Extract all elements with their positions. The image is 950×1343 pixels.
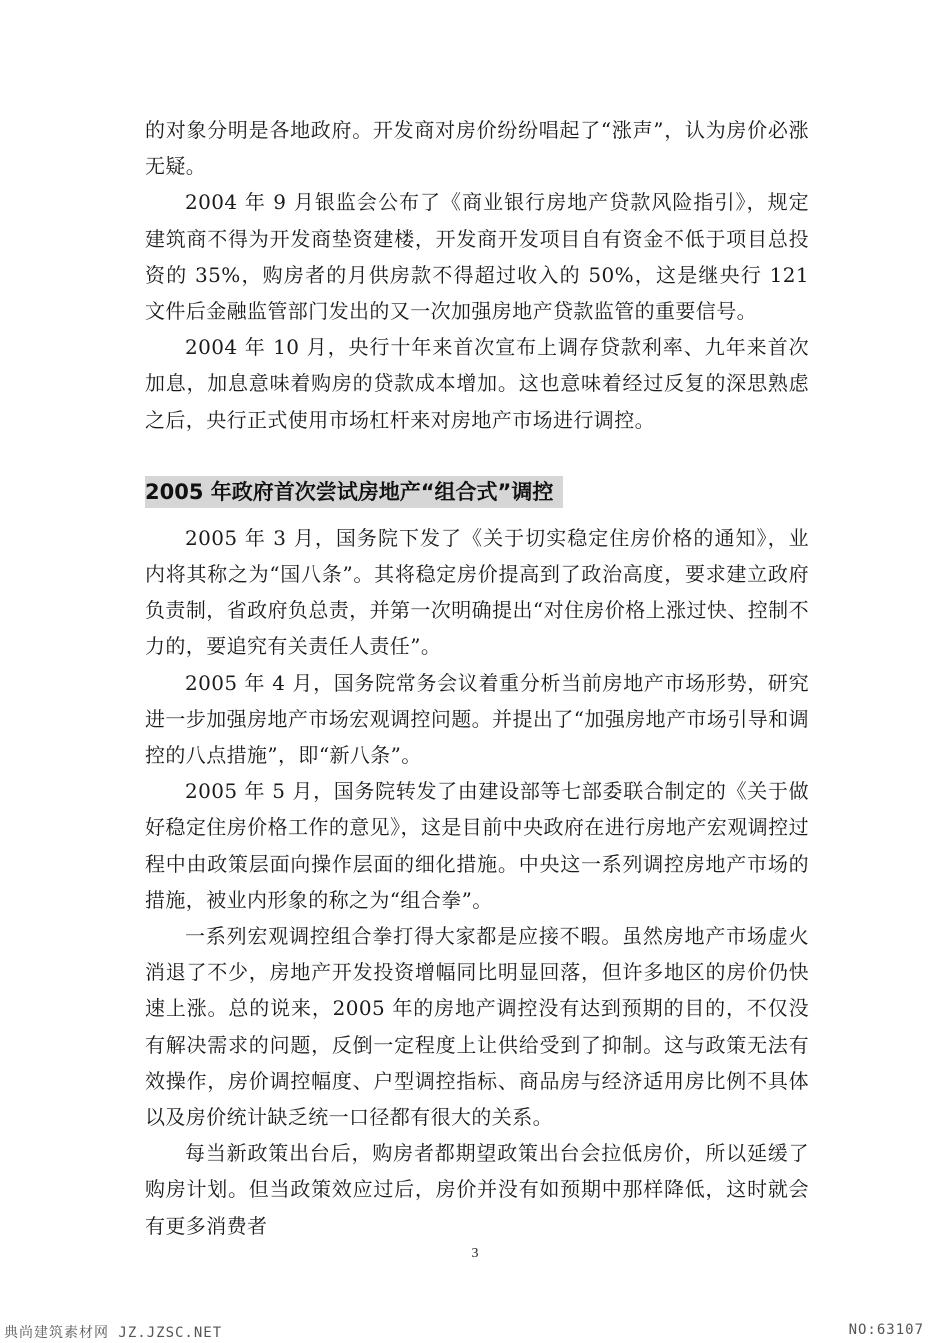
paragraph: 2005 年 3 月，国务院下发了《关于切实稳定住房价格的通知》，业内将其称之为“国八条”。其将稳定房价提高到了政治高度，要求建立政府负责制，省政府负总责，并第一次明确提出“对住房价格上涨过快、控制不力的，要追究有关责任人责任”。 <box>145 525 809 659</box>
paragraph: 2005 年 5 月，国务院转发了由建设部等七部委联合制定的《关于做好稳定住房价格工作的意见》，这是目前中央政府在进行房地产宏观调控过程中由政策层面向操作层面的细化措施。中央这一系列调控房地产市场的措施，被业内形象的称之为“组合拳”。 <box>145 779 809 912</box>
paragraph: 2004 年 9 月银监会公布了《商业银行房地产贷款风险指引》，规定建筑商不得为开发商垫资建楼，开发商开发项目自有资金不低于项目总投资的 35%，购房者的月供房款不得超过收入的 50%，这是继央行 121 文件后金融监管部门发出的又一次加强房地产贷款监管的重要信号。 <box>145 190 809 324</box>
paragraph: 2005 年 4 月，国务院常务会议着重分析当前房地产市场形势，研究进一步加强房地产市场宏观调控问题。并提出了“加强房地产市场引导和调控的八点措施”，即“新八条”。 <box>145 670 809 768</box>
watermark-footer <box>0 1318 950 1343</box>
section-heading: 2005 年政府首次尝试房地产“组合式”调控 <box>145 476 563 508</box>
watermark-left: 典尚建筑素材网 JZ.JZSC.NET <box>4 1325 223 1341</box>
section-heading-wrapper <box>145 476 809 512</box>
paragraph: 每当新政策出台后，购房者都期望政策出台会拉低房价，所以延缓了购房计划。但当政策效应过后，房价并没有如预期中那样降低，这时就会有更多消费者 <box>145 1141 809 1238</box>
watermark-right: NO:63107 <box>848 1322 924 1338</box>
document-page <box>145 112 809 1244</box>
paragraph: 一系列宏观调控组合拳打得大家都是应接不暇。虽然房地产市场虚火消退了不少，房地产开发投资增幅同比明显回落，但许多地区的房价仍快速上涨。总的说来，2005 年的房地产调控没有达到预期的目的，不仅没有解决需求的问题，反倒一定程度上让供给受到了抑制。这与政策无法有效操作，房价调控幅度、户型调控指标、商品房与经济适用房比例不具体以及房价统计缺乏统一口径都有很大的关系。 <box>145 924 809 1130</box>
paragraph: 的对象分明是各地政府。开发商对房价纷纷唱起了“涨声”，认为房价必涨无疑。 <box>145 118 809 179</box>
paragraph: 2004 年 10 月，央行十年来首次宣布上调存贷款利率、九年来首次加息，加息意味着购房的贷款成本增加。这也意味着经过反复的深思熟虑之后，央行正式使用市场杠杆来对房地产市场进行调控。 <box>145 335 809 432</box>
page-number: 3 <box>471 1246 479 1261</box>
